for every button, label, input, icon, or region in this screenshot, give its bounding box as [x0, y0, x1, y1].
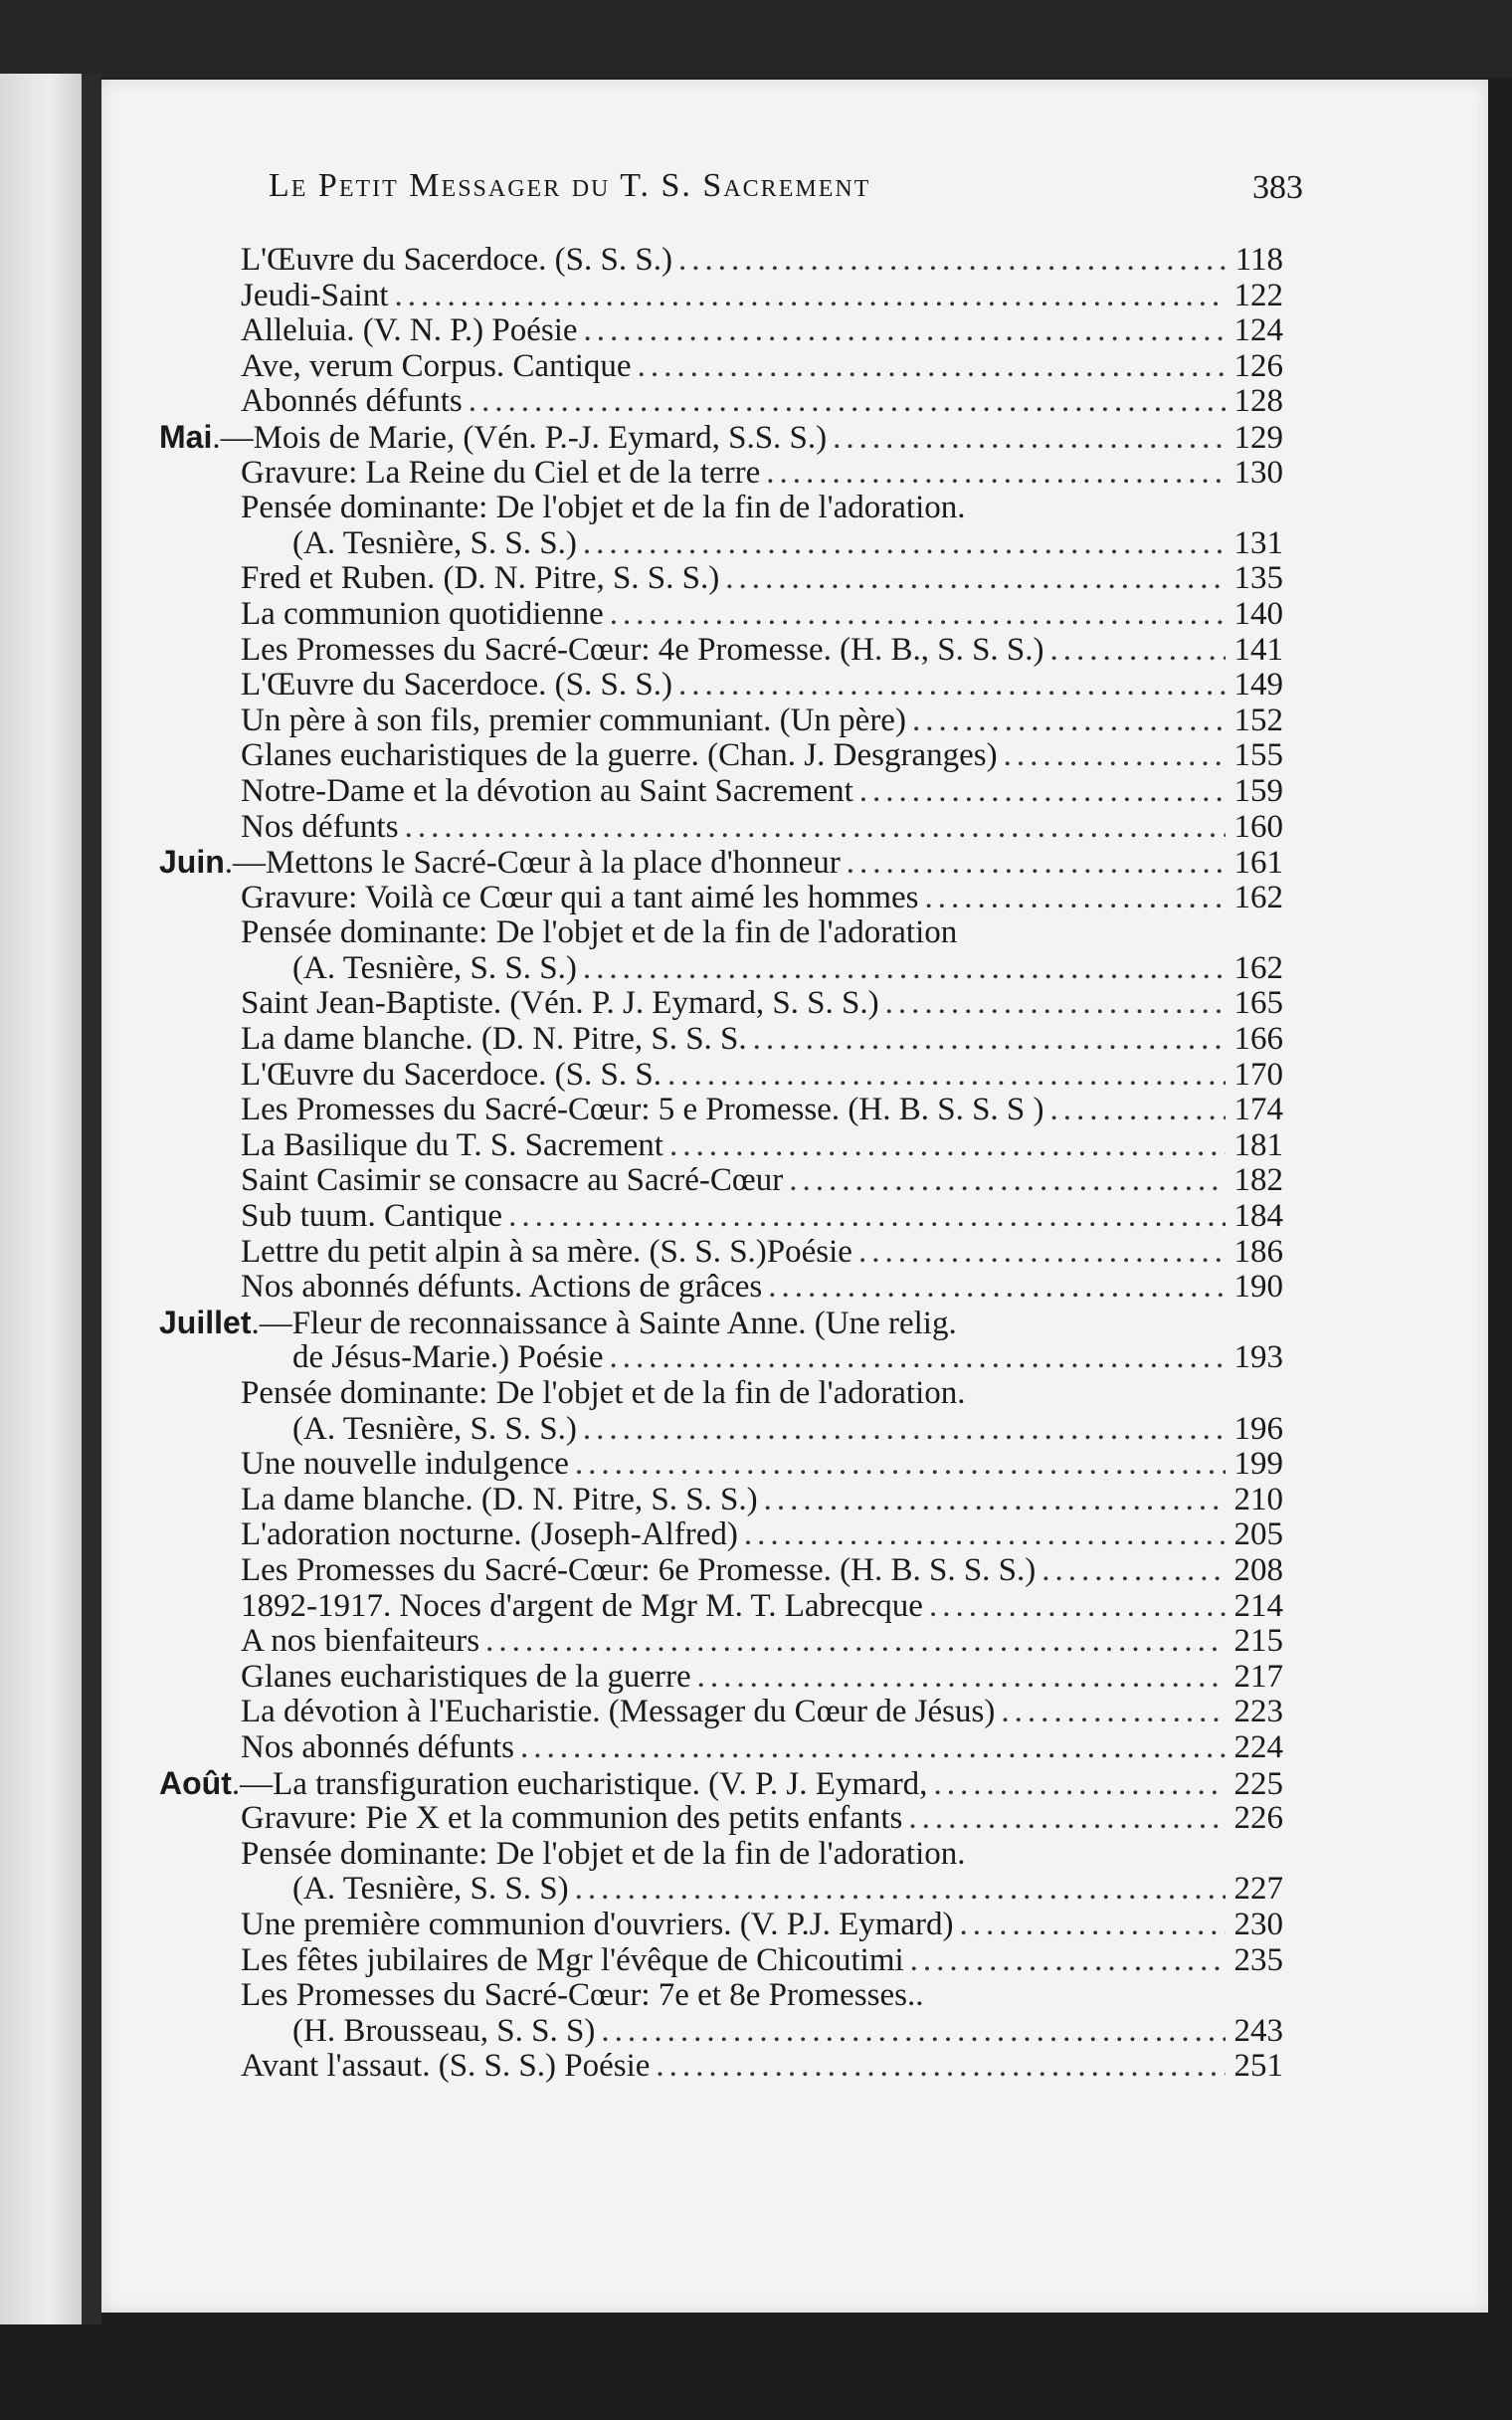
dot-leader: [520, 1730, 1226, 1766]
toc-entry-title: .—Fleur de reconnaissance à Sainte Anne. (Une relig.: [251, 1305, 957, 1341]
toc-entry-page: 135: [1233, 560, 1283, 597]
toc-entry-page: 129: [1233, 419, 1283, 456]
toc-entry-page: 190: [1233, 1269, 1283, 1306]
toc-entry: [159, 1270, 1283, 1306]
toc-entry-page: 251: [1233, 2048, 1283, 2085]
toc-entry-page: 214: [1233, 1587, 1283, 1624]
toc-entry-title: Gravure: Pie X et la communion des petits enfants: [241, 1800, 903, 1837]
toc-entry: [159, 2049, 1283, 2085]
scan-border-top: [0, 0, 1512, 78]
toc-entry-page: 182: [1233, 1162, 1283, 1199]
toc-entry-page: 193: [1233, 1339, 1283, 1376]
toc-entry-title: Lettre du petit alpin à sa mère. (S. S. S.)Poésie: [241, 1233, 852, 1270]
month-heading: Juillet: [159, 1304, 252, 1340]
toc-entry: [159, 1128, 1283, 1164]
dot-leader: [638, 349, 1226, 385]
toc-entry: [159, 1340, 1283, 1376]
toc-entry: [159, 704, 1283, 739]
toc-entry-page: 131: [1233, 524, 1283, 561]
month-heading: Mai: [159, 418, 213, 455]
toc-entry: [159, 986, 1283, 1022]
dot-leader: [933, 1767, 1226, 1803]
dot-leader: [583, 1412, 1226, 1448]
toc-entry-page: 243: [1233, 2012, 1283, 2049]
toc-entry: [159, 1589, 1283, 1625]
dot-leader: [678, 668, 1226, 704]
dot-leader: [1001, 1695, 1226, 1730]
toc-entry-title: La dévotion à l'Eucharistie. (Messager du Cœur de Jésus): [241, 1694, 996, 1730]
toc-entry-title: (A. Tesnière, S. S. S): [292, 1871, 569, 1908]
toc-entry-page: 141: [1233, 631, 1283, 668]
dot-leader: [584, 313, 1226, 349]
toc-entry: [159, 1660, 1283, 1696]
toc-entry-title: Pensée dominante: De l'objet et de la fin de l'adoration.: [241, 1375, 966, 1411]
dot-leader: [1004, 738, 1226, 774]
toc-entry: [159, 1801, 1283, 1837]
dot-leader: [697, 1660, 1226, 1696]
toc-entry-title: Ave, verum Corpus. Cantique: [241, 347, 632, 384]
toc-entry: [159, 526, 1283, 562]
dot-leader: [753, 1022, 1226, 1058]
toc-entry: [159, 810, 1283, 846]
dot-leader: [610, 597, 1226, 633]
dot-leader: [601, 2014, 1226, 2050]
dot-leader: [929, 1589, 1226, 1625]
dot-leader: [678, 243, 1226, 279]
toc-entry-title: A nos bienfaiteurs: [241, 1623, 480, 1660]
toc-entry-title: Avant l'assaut. (S. S. S.) Poésie: [241, 2048, 651, 2085]
toc-entry: [159, 349, 1283, 385]
toc-entry-title: Sub tuum. Cantique: [241, 1198, 503, 1235]
toc-entry-page: 217: [1233, 1658, 1283, 1695]
toc-entry-title: L'Œuvre du Sacerdoce. (S. S. S.): [241, 242, 672, 278]
dot-leader: [858, 1235, 1226, 1271]
toc-entry: [159, 951, 1283, 987]
dot-leader: [766, 456, 1226, 492]
dot-leader: [908, 1801, 1226, 1837]
toc-entry: [159, 491, 1283, 526]
toc-entry-page: 155: [1233, 737, 1283, 774]
dot-leader: [859, 774, 1226, 810]
toc-entry-page: 166: [1233, 1021, 1283, 1058]
toc-entry: [159, 313, 1283, 349]
toc-entry-page: 170: [1233, 1056, 1283, 1093]
toc-entry: [159, 456, 1283, 492]
dot-leader: [847, 846, 1226, 882]
toc-entry-page: 159: [1233, 772, 1283, 809]
toc-entry-title: Pensée dominante: De l'objet et de la fin de l'adoration.: [241, 490, 966, 526]
dot-leader: [768, 1270, 1226, 1306]
toc-entry-title: Un père à son fils, premier communiant. (Un père): [241, 702, 906, 738]
toc-entry-page: 124: [1233, 312, 1283, 349]
toc-entry: [159, 1943, 1283, 1979]
toc-entry-title: (H. Brousseau, S. S. S): [292, 2012, 596, 2049]
toc-entry-page: 160: [1233, 808, 1283, 845]
dot-leader: [910, 1943, 1226, 1979]
toc-entry-page: 181: [1233, 1126, 1283, 1163]
dot-leader: [667, 1058, 1226, 1094]
page-header: [269, 167, 1303, 219]
toc-entry-page: 152: [1233, 702, 1283, 738]
toc-entry-title: (A. Tesnière, S. S. S.): [292, 949, 577, 986]
toc-entry-page: 215: [1233, 1623, 1283, 1660]
toc-entry: [159, 1376, 1283, 1412]
toc-entry-page: 235: [1233, 1941, 1283, 1978]
toc-entry-title: Saint Casimir se consacre au Sacré-Cœur: [241, 1162, 784, 1199]
toc-entry-title: .—Mettons le Sacré-Cœur à la place d'honneur: [224, 845, 841, 882]
dot-leader: [960, 1908, 1226, 1943]
toc-entry-page: 118: [1234, 242, 1283, 278]
toc-entry-title: Saint Jean-Baptiste. (Vén. P. J. Eymard, S. S. S.): [241, 985, 879, 1022]
toc-entry-page: 227: [1233, 1871, 1283, 1908]
toc-entry-title: Les fêtes jubilaires de Mgr l'évêque de Chicoutimi: [241, 1941, 904, 1978]
toc-entry-title: Les Promesses du Sacré-Cœur: 4e Promesse. (H. B., S. S. S.): [241, 631, 1044, 668]
toc-entry: [159, 668, 1283, 704]
dot-leader: [575, 1447, 1226, 1483]
toc-entry-title: Jeudi-Saint: [241, 277, 389, 313]
toc-entry-title: .—Mois de Marie, (Vén. P.-J. Eymard, S.S. S.): [212, 419, 828, 456]
dot-leader: [744, 1517, 1226, 1553]
toc-entry-title: Fred et Ruben. (D. N. Pitre, S. S. S.): [241, 560, 720, 597]
dot-leader: [610, 1340, 1226, 1376]
toc-entry-title: L'adoration nocturne. (Joseph-Alfred): [241, 1516, 738, 1553]
toc-entry-title: Pensée dominante: De l'objet et de la fin de l'adoration: [241, 914, 958, 951]
dot-leader: [656, 2049, 1226, 2085]
dot-leader: [583, 951, 1226, 987]
toc-entry-title: Glanes eucharistiques de la guerre. (Chan. J. Desgranges): [241, 737, 998, 774]
toc-entry-page: 210: [1233, 1481, 1283, 1517]
toc-entry: [159, 1837, 1283, 1873]
toc-entry-title: Abonnés défunts: [241, 383, 463, 420]
toc-entry: [159, 1908, 1283, 1943]
toc-entry-page: 184: [1233, 1198, 1283, 1235]
toc-entry-page: 162: [1233, 879, 1283, 915]
month-heading: Août: [159, 1764, 232, 1801]
dot-leader: [583, 526, 1226, 562]
toc-entry: [159, 1978, 1283, 2014]
dot-leader: [725, 561, 1226, 597]
toc-entry-page: 230: [1233, 1906, 1283, 1942]
toc-entry: [159, 1730, 1283, 1766]
dot-leader: [925, 881, 1226, 916]
toc-entry-title: Glanes eucharistiques de la guerre: [241, 1658, 691, 1695]
toc-entry-page: 186: [1233, 1233, 1283, 1270]
toc-entry-page: 149: [1233, 667, 1283, 704]
dot-leader: [1050, 633, 1226, 669]
dot-leader: [669, 1128, 1226, 1164]
dot-leader: [912, 704, 1226, 739]
book-gutter: [82, 74, 101, 2324]
toc-entry: [159, 1093, 1283, 1128]
toc-entry: [159, 1058, 1283, 1094]
toc-entry: [159, 774, 1283, 810]
dot-leader: [485, 1624, 1226, 1660]
toc-entry-title: (A. Tesnière, S. S. S.): [292, 524, 577, 561]
toc-entry: [159, 1766, 1283, 1802]
dot-leader: [405, 810, 1226, 846]
toc-entry-page: 130: [1233, 454, 1283, 491]
toc-entry: [159, 1872, 1283, 1908]
toc-entry-title: Nos abonnés défunts: [241, 1728, 514, 1765]
page-number: 383: [1252, 169, 1303, 206]
toc-entry-page: 205: [1233, 1516, 1283, 1553]
toc-entry: [159, 1553, 1283, 1589]
dot-leader: [469, 384, 1226, 420]
toc-entry-title: La dame blanche. (D. N. Pitre, S. S. S.): [241, 1481, 758, 1517]
toc-entry: [159, 243, 1283, 279]
toc-entry: [159, 597, 1283, 633]
toc-entry: [159, 1447, 1283, 1483]
toc-entry-page: 174: [1233, 1092, 1283, 1128]
dot-leader: [764, 1483, 1226, 1518]
table-of-contents: [159, 243, 1283, 2085]
dot-leader: [1041, 1553, 1226, 1589]
toc-entry: [159, 915, 1283, 951]
toc-entry: [159, 384, 1283, 420]
dot-leader: [394, 279, 1226, 314]
toc-entry-title: L'Œuvre du Sacerdoce. (S. S. S.: [241, 1056, 662, 1093]
toc-entry: [159, 561, 1283, 597]
dot-leader: [1050, 1093, 1226, 1128]
toc-entry-title: Les Promesses du Sacré-Cœur: 7e et 8e Promesses..: [241, 1977, 924, 2014]
toc-entry-title: Gravure: Voilà ce Cœur qui a tant aimé les hommes: [241, 879, 919, 915]
toc-entry: [159, 1163, 1283, 1199]
toc-entry-title: (A. Tesnière, S. S. S.): [292, 1410, 577, 1447]
running-title: Le Petit Messager du T. S. Sacrement: [269, 167, 871, 204]
toc-entry-title: Alleluia. (V. N. P.) Poésie: [241, 312, 578, 349]
toc-entry-title: Les Promesses du Sacré-Cœur: 6e Promesse. (H. B. S. S. S.): [241, 1551, 1037, 1588]
toc-entry-title: Les Promesses du Sacré-Cœur: 5 e Promesse. (H. B. S. S. S ): [241, 1092, 1044, 1128]
toc-entry: [159, 279, 1283, 314]
toc-entry: [159, 845, 1283, 881]
toc-entry-title: La communion quotidienne: [241, 595, 604, 632]
toc-entry-page: 126: [1233, 347, 1283, 384]
toc-entry: [159, 1199, 1283, 1235]
toc-entry-page: 199: [1233, 1446, 1283, 1483]
toc-entry-page: 225: [1233, 1765, 1283, 1802]
toc-entry: [159, 1306, 1283, 1341]
facing-page-edge: [0, 74, 82, 2324]
toc-entry-title: Notre-Dame et la dévotion au Saint Sacrement: [241, 772, 853, 809]
toc-entry-title: .—La transfiguration eucharistique. (V. P. J. Eymard,: [231, 1765, 928, 1802]
toc-entry-title: 1892-1917. Noces d'argent de Mgr M. T. Labrecque: [241, 1587, 923, 1624]
month-heading: Juin: [159, 844, 225, 881]
toc-entry: [159, 420, 1283, 456]
toc-entry-title: de Jésus-Marie.) Poésie: [292, 1339, 604, 1376]
toc-entry: [159, 1517, 1283, 1553]
dot-leader: [885, 986, 1226, 1022]
toc-entry-title: Nos défunts: [241, 808, 399, 845]
toc-entry: [159, 1235, 1283, 1271]
dot-leader: [833, 421, 1226, 457]
toc-entry-page: 208: [1233, 1551, 1283, 1588]
dot-leader: [575, 1872, 1226, 1908]
toc-entry: [159, 633, 1283, 669]
toc-entry: [159, 738, 1283, 774]
toc-entry: [159, 2014, 1283, 2050]
toc-entry-title: Gravure: La Reine du Ciel et de la terre: [241, 454, 761, 491]
toc-entry-page: 128: [1233, 383, 1283, 420]
toc-entry-page: 226: [1233, 1800, 1283, 1837]
toc-entry-page: 196: [1233, 1410, 1283, 1447]
toc-entry: [159, 1022, 1283, 1058]
toc-entry-title: Pensée dominante: De l'objet et de la fin de l'adoration.: [241, 1835, 966, 1872]
toc-entry-page: 140: [1233, 595, 1283, 632]
toc-entry-title: Nos abonnés défunts. Actions de grâces: [241, 1269, 763, 1306]
toc-entry-title: La Basilique du T. S. Sacrement: [241, 1126, 663, 1163]
toc-entry-title: L'Œuvre du Sacerdoce. (S. S. S.): [241, 667, 672, 704]
toc-entry: [159, 881, 1283, 916]
toc-entry: [159, 1412, 1283, 1448]
toc-entry-title: Une première communion d'ouvriers. (V. P.J. Eymard): [241, 1906, 954, 1942]
toc-entry-page: 223: [1233, 1694, 1283, 1730]
toc-entry-title: La dame blanche. (D. N. Pitre, S. S. S.: [241, 1021, 747, 1058]
toc-entry: [159, 1695, 1283, 1730]
toc-entry-title: Une nouvelle indulgence: [241, 1446, 569, 1483]
toc-entry: [159, 1624, 1283, 1660]
toc-entry-page: 122: [1233, 277, 1283, 313]
toc-entry-page: 161: [1233, 845, 1283, 882]
dot-leader: [789, 1163, 1226, 1199]
dot-leader: [508, 1199, 1226, 1235]
toc-entry-page: 165: [1233, 985, 1283, 1022]
toc-entry-page: 162: [1233, 949, 1283, 986]
toc-entry-page: 224: [1233, 1728, 1283, 1765]
toc-entry: [159, 1483, 1283, 1518]
